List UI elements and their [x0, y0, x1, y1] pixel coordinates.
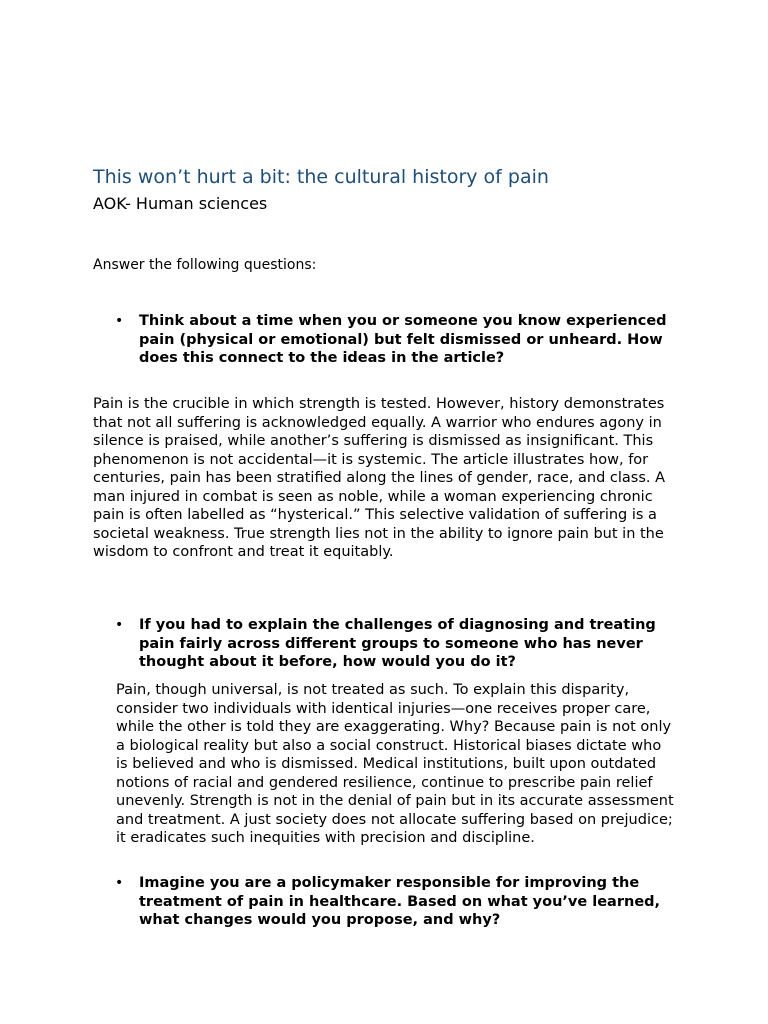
- question-3-text: Imagine you are a policymaker responsible for improving the treatment of pain in healthcare. Based on what you’ve learned, what changes would you propose, and why?: [139, 875, 661, 928]
- bullet-icon: •: [115, 313, 124, 329]
- instruction-text: Answer the following questions:: [93, 257, 317, 273]
- question-2: [115, 616, 679, 672]
- document-subtitle: AOK- Human sciences: [93, 194, 268, 213]
- question-1: [115, 312, 679, 368]
- question-2-text: If you had to explain the challenges of diagnosing and treating pain fairly across different groups to someone who has never thought about it before, how would you do it?: [139, 617, 656, 670]
- document-title: This won’t hurt a bit: the cultural history of pain: [93, 166, 549, 188]
- question-1-text: Think about a time when you or someone you know experienced pain (physical or emotional) but felt dismissed or unheard. How does this connect to the ideas in the article?: [139, 313, 667, 366]
- bullet-icon: •: [115, 617, 124, 633]
- answer-2: Pain, though universal, is not treated as such. To explain this disparity, consider two individuals with identical injuries—one receives proper care, while the other is told they are exaggerating. Why? Because pain is not only a biological reality but also a social construct. Historical biases dictate who is believed and who is dismissed. Medical institutions, built upon outdated notions of racial and gendered resilience, continue to prescribe pain relief unevenly. Strength is not in the denial of pain but in its accurate assessment and treatment. A just society does not allocate suffering based on prejudice; it eradicates such inequities with precision and discipline.: [116, 682, 674, 846]
- answer-1: Pain is the crucible in which strength is tested. However, history demonstrates that not all suffering is acknowledged equally. A warrior who endures agony in silence is praised, while another’s suffering is dismissed as insignificant. This phenomenon is not accidental—it is systemic. The article illustrates how, for centuries, pain has been stratified along the lines of gender, race, and class. A man injured in combat is seen as noble, while a woman experiencing chronic pain is often labelled as “hysterical.” This selective validation of suffering is a societal weakness. True strength lies not in the ability to ignore pain but in the wisdom to confront and treat it equitably.: [93, 396, 666, 560]
- question-3: [115, 874, 684, 930]
- bullet-icon: •: [115, 875, 124, 891]
